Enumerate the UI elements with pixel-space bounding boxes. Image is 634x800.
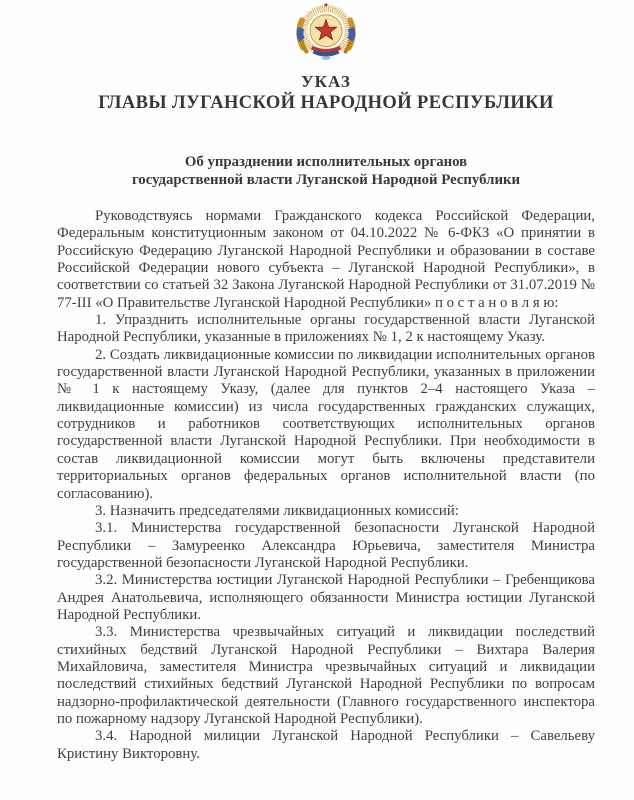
document-title-line1: Об упразднении исполнительных органов [184, 154, 468, 170]
document-body [57, 208, 595, 763]
document-type-heading: УКАЗ [301, 72, 351, 91]
paragraph-item-2: 2. Создать ликвидационные комиссии по ликвидации исполнительных органов государственной власти Луганской Народной Республики, указанных в приложении № 1 к настоящему Указу, (далее для пунктов 2–4 настоящего Указа – ликвидационные комиссии) из числа государственных гражданских служащих, сотрудников и работников соответствующих исполнительных органов государственной власти Луганской Народной Республики. При необходимости в состав ликвидационной комиссии могут быть включены представители территориальных органов федеральных органов исполнительной власти (по согласованию). [57, 346, 595, 502]
coat-of-arms-svg [289, 2, 363, 62]
paragraph-item-3-1: 3.1. Министерства государственной безопасности Луганской Народной Республики – Замуреенко Александра Юрьевича, заместителя Министра государственной безопасности Луганской Народной Республики. [57, 520, 595, 571]
document-authority-heading: ГЛАВЫ ЛУГАНСКОЙ НАРОДНОЙ РЕСПУБЛИКИ [98, 93, 554, 113]
paragraph-item-3-3: 3.3. Министерства чрезвычайных ситуаций и ликвидации последствий стихийных бедствий Луганской Народной Республики – Вихтара Валерия Михайловича, заместителя Министра чрезвычайных ситуаций и ликвидации последствий стихийных бедствий Луганской Народной Республики по вопросам надзорно-профилактической деятельности (Главного государственного инспектора по пожарному надзору Луганской Народной Республики). [57, 624, 595, 727]
paragraph-item-3-4: 3.4. Народной милиции Луганской Народной Республики – Савельеву Кристину Викторовну. [57, 728, 595, 762]
coat-of-arms-lnr-icon [289, 2, 363, 62]
paragraph-preamble: Руководствуясь нормами Гражданского кодекса Российской Федерации, Федеральным конституционным законом от 04.10.2022 № 6-ФКЗ «О принятии в Российскую Федерацию Луганской Народной Республики и образовании в составе Российской Федерации нового субъекта – Луганской Народной Республики», в соответствии со статьей 32 Закона Луганской Народной Республики от 31.07.2019 № 77-III «О Правительстве Луганской Народной Республики» п о с т а н о в л я ю: [57, 208, 595, 311]
paragraph-item-3-2: 3.2. Министерства юстиции Луганской Народной Республики – Гребенщикова Андрея Анатольевича, исполняющего обязанности Министра юстиции Луганской Народной Республики. [57, 572, 595, 623]
paragraph-item-1: 1. Упразднить исполнительные органы государственной власти Луганской Народной Республики, указанные в приложениях № 1, 2 к настоящему Указу. [57, 312, 595, 346]
document-title [57, 153, 595, 189]
paragraph-item-3: 3. Назначить председателями ликвидационных комиссий: [95, 502, 459, 519]
document-title-line2: государственной власти Луганской Народной Республики [131, 172, 521, 188]
